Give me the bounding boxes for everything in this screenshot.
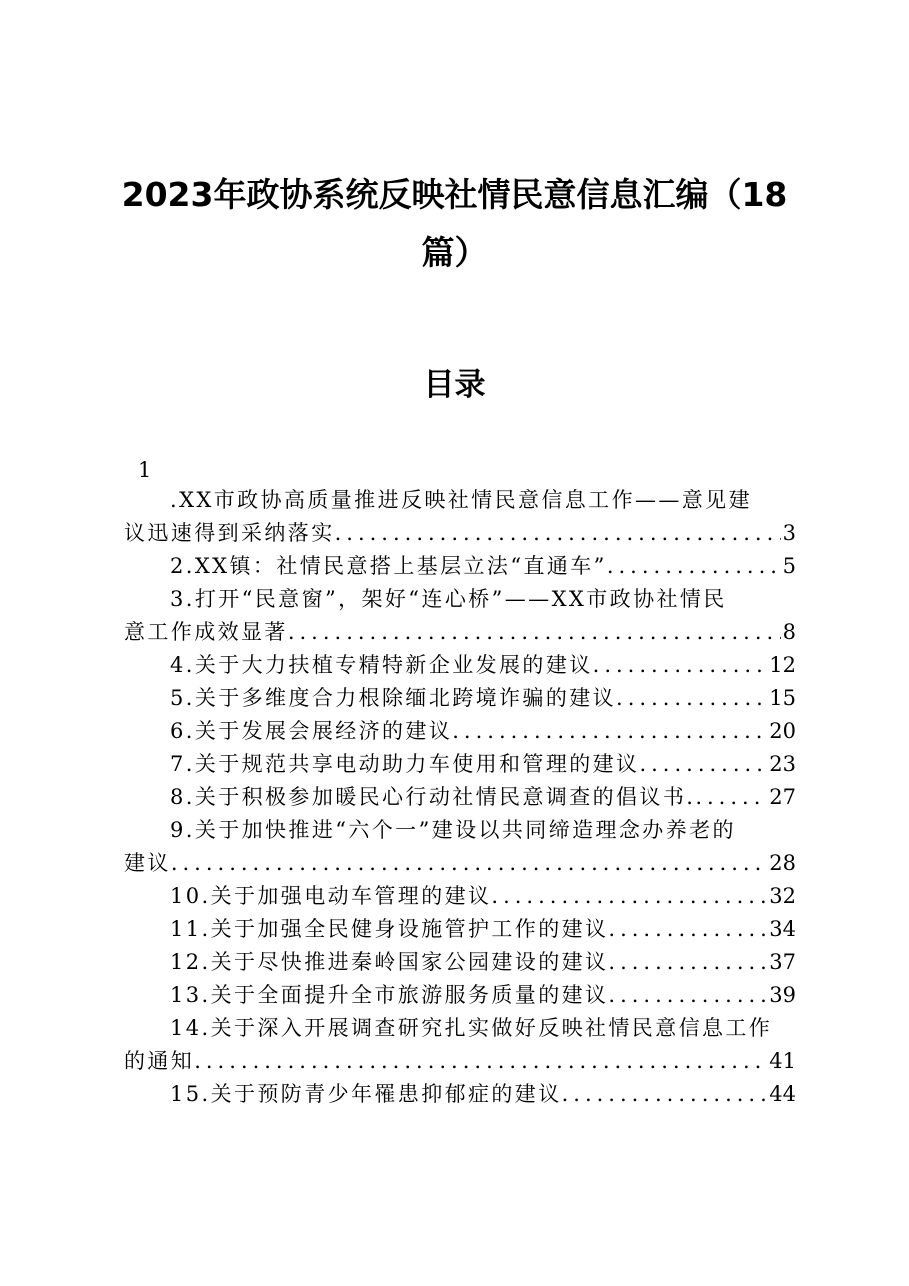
dot-leader (194, 1045, 767, 1078)
dot-leader (491, 880, 767, 913)
toc-entry-text: 5.关于多维度合力根除缅北跨境诈骗的建议 (170, 686, 617, 710)
toc-entry-text: 2.XX镇：社情民意搭上基层立法“直通车” (170, 554, 607, 578)
toc-entry-6[interactable] (124, 715, 796, 748)
dot-leader (639, 748, 767, 781)
toc-entry-9[interactable] (124, 814, 796, 880)
document-title-line-2: 篇） (421, 233, 488, 272)
toc-entry-text: 14.关于深入开展调查研究扎实做好反映社情民意信息工作 (170, 1016, 773, 1040)
toc-entry-text: 11.关于加强全民健身设施管护工作的建议 (170, 917, 609, 941)
toc-entry-continuation (124, 847, 796, 880)
toc-page-number: 12 (769, 653, 796, 677)
toc-entry-text-cont: 建议 (124, 851, 171, 875)
toc-entry-text: 12.关于尽快推进秦岭国家公园建设的建议 (170, 950, 609, 974)
toc-page-number: 28 (769, 851, 796, 875)
document-title-line-1: 2023年政协系统反映社情民意信息汇编（18 (121, 175, 788, 214)
dot-leader (608, 913, 767, 946)
dot-leader (616, 682, 767, 715)
toc-entry-2[interactable] (124, 550, 796, 583)
toc-entry-text: .XX市政协高质量推进反映社情民意信息工作——意见建 (170, 488, 752, 512)
toc-entry-text: 8.关于积极参加暖民心行动社情民意调查的倡议书. (170, 785, 696, 809)
dot-leader (562, 1078, 768, 1111)
toc-entry-1[interactable] (124, 484, 796, 550)
toc-page-number: 27 (769, 785, 796, 809)
toc-entry-continuation (124, 517, 796, 550)
toc-entry-text-cont: 的通知 (124, 1049, 195, 1073)
toc-page-number: 23 (769, 752, 796, 776)
toc-page-number: 20 (769, 719, 796, 743)
toc-page-number: 37 (769, 950, 796, 974)
toc-entry-4[interactable] (124, 649, 796, 682)
toc-entry-text: 6.关于发展会展经济的建议 (170, 719, 453, 743)
toc-entry-7[interactable] (124, 748, 796, 781)
toc-entry-text: 15.关于预防青少年罹患抑郁症的建议 (170, 1082, 562, 1106)
toc-page-number: 5 (782, 554, 796, 578)
dot-leader (593, 649, 768, 682)
dot-leader (608, 979, 767, 1012)
toc-entry-3[interactable] (124, 583, 796, 649)
toc-page-number: 39 (769, 983, 796, 1007)
dot-leader (608, 946, 767, 979)
toc-page-number: 44 (769, 1082, 796, 1106)
toc-page-number: 32 (769, 884, 796, 908)
toc-entry-14[interactable] (124, 1012, 796, 1078)
dot-leader (695, 781, 767, 814)
toc-entry-12[interactable] (124, 946, 796, 979)
toc-entry-text: 4.关于大力扶植专精特新企业发展的建议 (170, 653, 593, 677)
toc-orphan-number: 1 (138, 458, 152, 482)
toc-entry-continuation (124, 1045, 796, 1078)
toc-entry-11[interactable] (124, 913, 796, 946)
dot-leader (171, 847, 767, 880)
toc-entry-10[interactable] (124, 880, 796, 913)
toc-heading: 目录 (423, 367, 486, 403)
table-of-contents (124, 484, 796, 1111)
toc-entry-8[interactable] (124, 781, 796, 814)
toc-page-number: 3 (782, 521, 796, 545)
toc-entry-text-cont: 议迅速得到采纳落实 (124, 521, 335, 545)
toc-entry-5[interactable] (124, 682, 796, 715)
toc-entry-text: 13.关于全面提升全市旅游服务质量的建议 (170, 983, 609, 1007)
toc-entry-text: 9.关于加快推进“六个一”建设以共同缔造理念办养老的 (170, 818, 736, 842)
dot-leader (452, 715, 767, 748)
toc-page-number: 8 (782, 620, 796, 644)
toc-entry-text-cont: 意工作成效显著 (124, 620, 288, 644)
toc-entry-text: 7.关于规范共享电动助力车使用和管理的建议 (170, 752, 640, 776)
toc-entry-15[interactable] (124, 1078, 796, 1111)
document-title (0, 166, 909, 282)
dot-leader (607, 550, 781, 583)
toc-entry-continuation (124, 616, 796, 649)
dot-leader (335, 517, 781, 550)
dot-leader (288, 616, 781, 649)
toc-page-number: 15 (769, 686, 796, 710)
toc-page-number: 34 (769, 917, 796, 941)
toc-entry-text: 10.关于加强电动车管理的建议 (170, 884, 492, 908)
toc-entry-13[interactable] (124, 979, 796, 1012)
toc-page-number: 41 (769, 1049, 796, 1073)
toc-entry-text: 3.打开“民意窗”，架好“连心桥”——XX市政协社情民 (170, 587, 727, 611)
